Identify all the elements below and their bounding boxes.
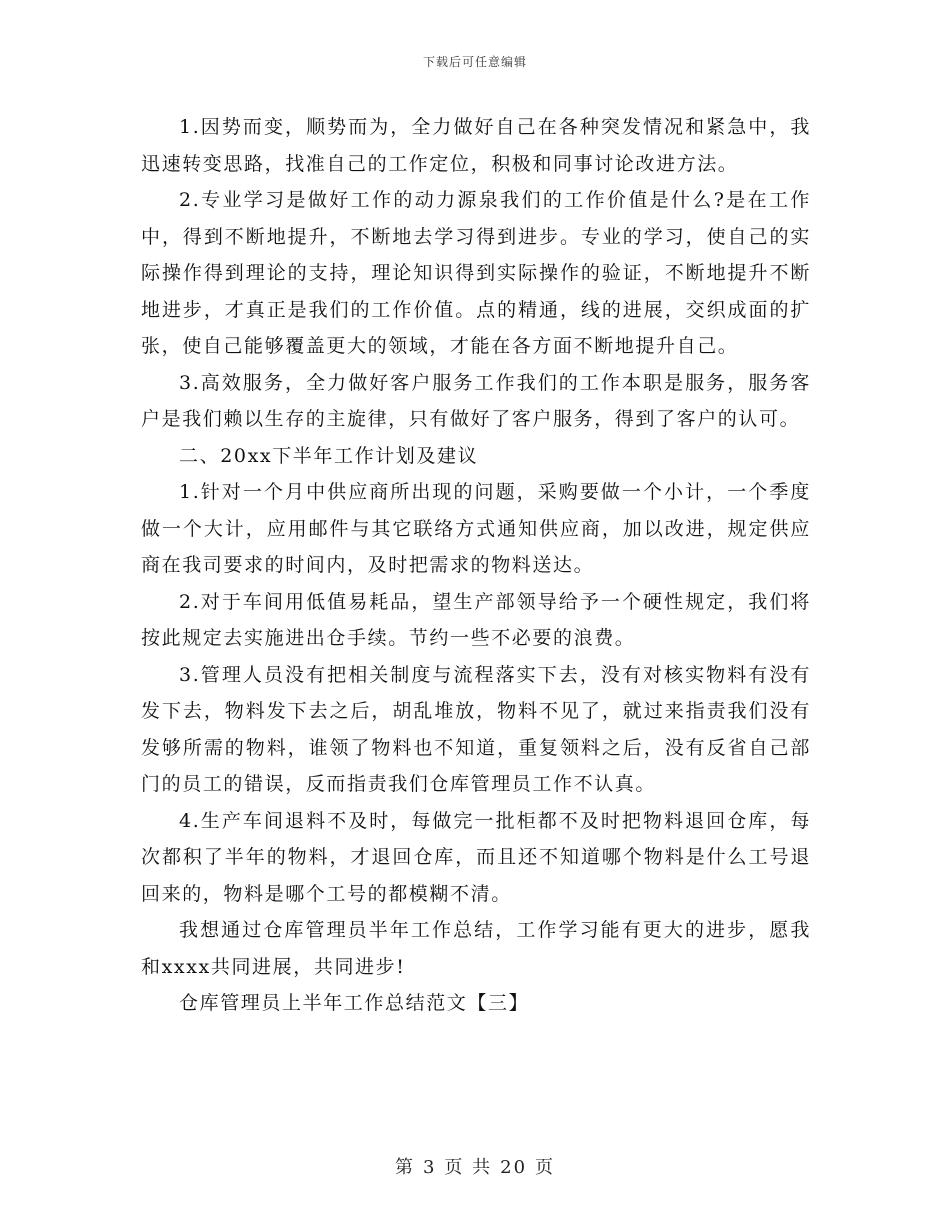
paragraph: 我想通过仓库管理员半年工作总结，工作学习能有更大的进步，愿我和xxxx共同进展，共同进步! [141, 919, 811, 978]
paragraph: 2.专业学习是做好工作的动力源泉我们的工作价值是什么?是在工作中，得到不断地提升，不断地去学习得到进步。专业的学习，使自己的实际操作得到理论的支持，理论知识得到实际操作的验证，不断地提升不断地进步，才真正是我们的工作价值。点的精通，线的进展，交织成面的扩张，使自己能够覆盖更大的领域，才能在各方面不断地提升自己。 [141, 189, 811, 357]
paragraph: 1.因势而变，顺势而为，全力做好自己在各种突发情况和紧急中，我迅速转变思路，找准自己的工作定位，积极和同事讨论改进方法。 [141, 116, 811, 175]
footer-suffix: 页 [535, 1157, 556, 1178]
footer-prefix: 第 [394, 1157, 415, 1178]
paragraph: 4.生产车间退料不及时，每做完一批柜都不及时把物料退回仓库，每次都积了半年的物料，才退回仓库，而且还不知道哪个物料是什么工号退回来的，物料是哪个工号的都模糊不清。 [141, 809, 811, 905]
paragraph: 2.对于车间用低值易耗品，望生产部领导给予一个硬性规定，我们将按此规定去实施进出仓手续。节约一些不必要的浪费。 [141, 590, 811, 649]
footer-middle: 页 共 [444, 1157, 493, 1178]
document-body [141, 109, 811, 1022]
paragraph: 3.管理人员没有把相关制度与流程落实下去，没有对核实物料有没有发下去，物料发下去之后，胡乱堆放，物料不见了，就过来指责我们没有发够所需的物料，谁领了物料也不知道，重复领料之后，没有反省自己部门的员工的错误，反而指责我们仓库管理员工作不认真。 [141, 663, 811, 795]
total-pages-number: 20 [500, 1157, 528, 1178]
paragraph: 1.针对一个月中供应商所出现的问题，采购要做一个小计，一个季度做一个大计，应用邮件与其它联络方式通知供应商，加以改进，规定供应商在我司要求的时间内，及时把需求的物料送达。 [141, 481, 811, 576]
header-note: 下载后可任意编辑 [422, 55, 527, 69]
paragraph: 3.高效服务，全力做好客户服务工作我们的工作本职是服务，服务客户是我们赖以生存的主旋律，只有做好了客户服务，得到了客户的认可。 [141, 371, 811, 430]
section-title: 仓库管理员上半年工作总结范文【三】 [179, 992, 530, 1014]
section-heading: 二、20xx下半年工作计划及建议 [179, 444, 479, 467]
page-number-footer [0, 1153, 950, 1179]
current-page-number: 3 [422, 1157, 437, 1178]
